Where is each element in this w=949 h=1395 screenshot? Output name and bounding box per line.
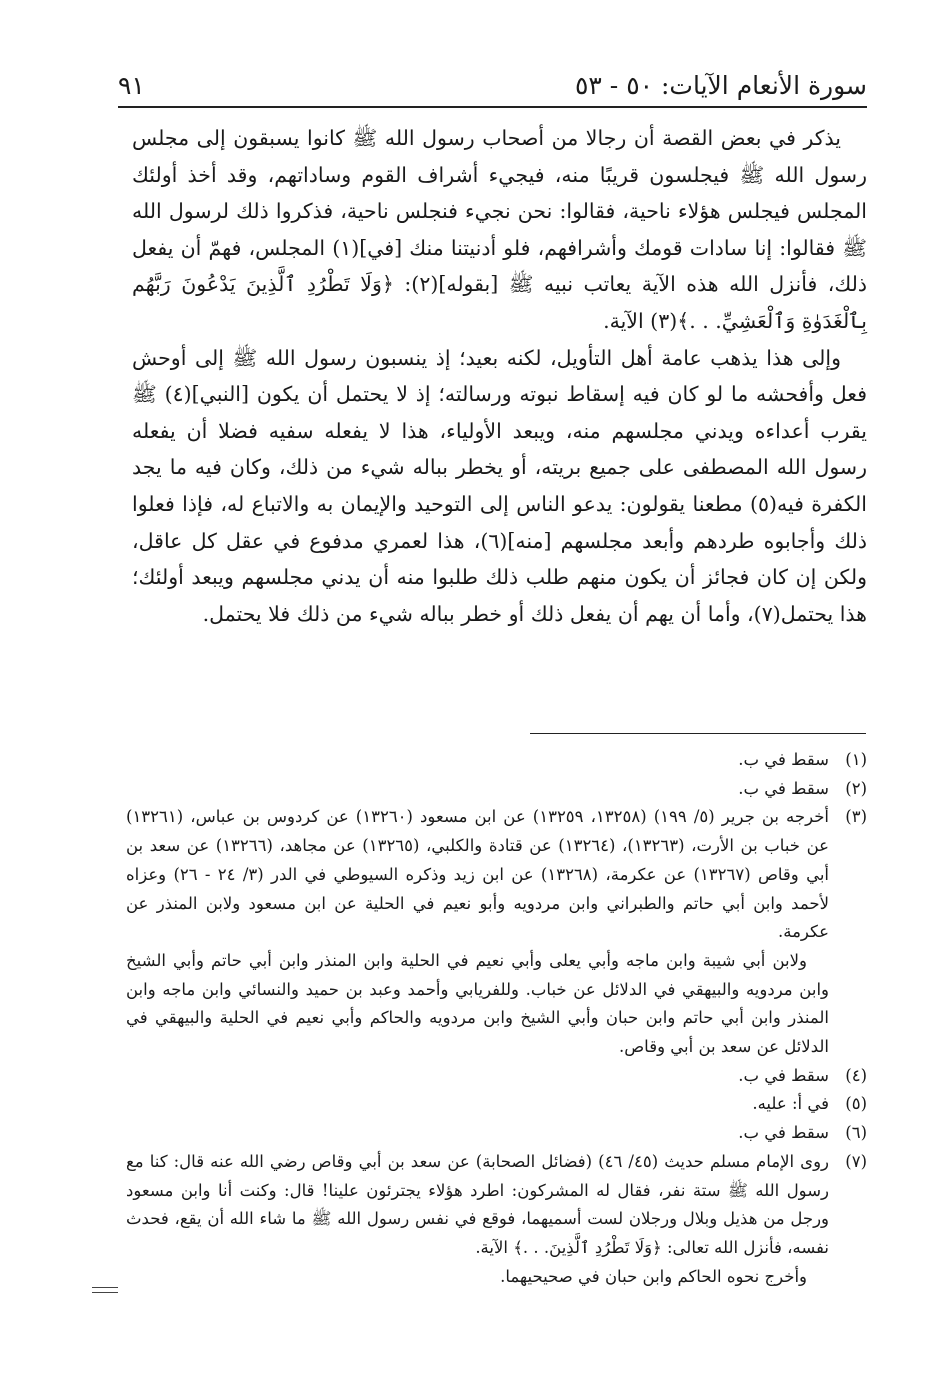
footnote-text: في أ: عليه. — [752, 1094, 829, 1114]
footnote-number: (٧) — [845, 1151, 867, 1171]
page-number: ٩١ — [118, 71, 145, 100]
footnote-6 — [126, 1119, 867, 1148]
running-header — [118, 58, 867, 106]
footnote-5 — [126, 1090, 867, 1119]
paragraph-2: وإلى هذا يذهب عامة أهل التأويل، لكنه بعيد؛ إذ ينسبون رسول الله ﷺ إلى أوحش فعل وأفحشه ما لو كان فيه إسقاط نبوته ورسالته؛ إذ لا يحتمل أن يكون [النبي](٤) ﷺ يقرب أعداءه ويدني مجلسهم منه، ويبعد الأولياء، هذا لا يفعله سفيه فضلا أن يفعله رسول الله المصطفى على جميع بريته، أو يخطر بباله شيء من ذلك، وكان فيه ما يجد الكفرة فيه(٥) مطعنا يقولون: يدعو الناس إلى التوحيد والإيمان به والاتباع له، فإذا فعلوا ذلك وأجابوه طردهم وأبعد مجلسهم [منه](٦)، هذا لعمري مدفوع في عقل كل عاقل، ولكن إن كان فجائز أن يكون منهم طلب ذلك طلبوا منه أن يدني مجلسهم ويبعد أولئك؛ هذا يحتمل(٧)، وأما أن يهم أن يفعل ذلك أو خطر بباله شيء من ذلك فلا يحتمل. — [132, 345, 867, 626]
footnote-text: أخرجه بن جرير (٥/ ١٩٩) (١٣٢٥٨، ١٣٢٥٩) عن ابن مسعود (١٣٢٦٠) عن كردوس بن عباس، (١٣٢٦١) عن خباب بن الأرت، (١٣٢٦٣)، (١٣٢٦٤) عن قتادة والكلبي، (١٣٢٦٥) عن مجاهد، (١٣٢٦٦) عن سعد بن أبي وقاص (١٣٢٦٧) عن عكرمة، (١٣٢٦٨) عن ابن زيد وذكره السيوطي في الدر (٣/ ٢٤ - ٢٦) وعزاه لأحمد وابن أبي حاتم والطبراني وابن مردويه وأبو نعيم في الحلية عن ابن مسعود ولابن المنذر عن عكرمة. — [126, 807, 829, 942]
paragraph-1: يذكر في بعض القصة أن رجالا من أصحاب رسول الله ﷺ كانوا يسبقون إلى مجلس رسول الله ﷺ فيجلسون قريبًا منه، فيجيء أشراف القوم وساداتهم، وقد أخذ أولئك المجلس فيجلس هؤلاء ناحية، فقالوا: نحن نجيء فنجلس ناحية، فذكروا ذلك لرسول الله ﷺ فقالوا: إنا سادات قومك وأشرافهم، فلو أدنيتنا منك [في](١) المجلس، فهمّ أن يفعل ذلك، فأنزل الله هذه الآية يعاتب نبيه ﷺ [بقوله](٢): ﴿وَلَا تَطْرُدِ ٱلَّذِينَ يَدْعُونَ رَبَّهُم بِٱلْغَدَوٰةِ وَٱلْعَشِيِّ. . .﴾(٣) الآية. — [132, 126, 868, 333]
footnote-4 — [126, 1062, 867, 1091]
footnote-number: (٢) — [845, 778, 867, 798]
footnote-separator — [530, 733, 866, 734]
footnote-number: (٥) — [845, 1094, 867, 1114]
footnote-7 — [126, 1148, 867, 1292]
footnote-text: سقط في ب. — [738, 750, 829, 769]
footnote-number: (١) — [845, 750, 867, 769]
footnote-text: ولابن أبي شيبة وابن ماجه وأبي يعلى وأبي نعيم في الحلية وابن المنذر وابن أبي حاتم وأبي الشيخ وابن مردويه والبيهقي في الدلائل عن خباب. وللفريابي وأحمد وعبد بن حميد والنسائي وابن ماجه وابن المنذر وابن أبي حاتم وابن حبان وأبي الشيخ وابن مردويه والحاكم وأبي نعيم في الحلية والبيهقي في الدلائل عن سعد بن أبي وقاص. — [126, 950, 829, 1057]
footnote-text: سقط في ب. — [738, 778, 829, 798]
footnote-number: (٤) — [845, 1065, 867, 1085]
footnotes — [126, 746, 867, 1291]
footnote-1 — [126, 746, 867, 775]
main-text — [132, 120, 867, 632]
footnote-number: (٣) — [845, 807, 867, 827]
surah-title: سورة الأنعام الآيات: ٥٠ - ٥٣ — [575, 71, 867, 100]
footnote-number: (٦) — [845, 1123, 867, 1143]
footnote-3 — [126, 803, 867, 1061]
footnote-2 — [126, 775, 867, 804]
continuation-mark — [92, 1287, 118, 1293]
footnote-text: روى الإمام مسلم حديث (٤٥/ ٤٦) (فضائل الصحابة) عن سعد بن أبي وقاص رضي الله عنه قال: كنا مع رسول الله ﷺ ستة نفر، فقال له المشركون: اطرد هؤلاء يجترئون علينا! قال: وكنت أنا وابن مسعود ورجل من هذيل وبلال ورجلان لست أسميهما، فوقع في نفس رسول الله ﷺ ما شاء الله أن يقع، فحدث نفسه، فأنزل الله تعالى: ﴿وَلَا تَطْرُدِ ٱلَّذِينَ. . .﴾ الآية. — [126, 1151, 830, 1257]
footnote-text: سقط في ب. — [738, 1123, 829, 1143]
footnote-text: سقط في ب. — [738, 1065, 829, 1085]
header-rule — [118, 106, 867, 108]
footnote-text: وأخرج نحوه الحاكم وابن حبان في صحيحيهما. — [500, 1266, 807, 1286]
